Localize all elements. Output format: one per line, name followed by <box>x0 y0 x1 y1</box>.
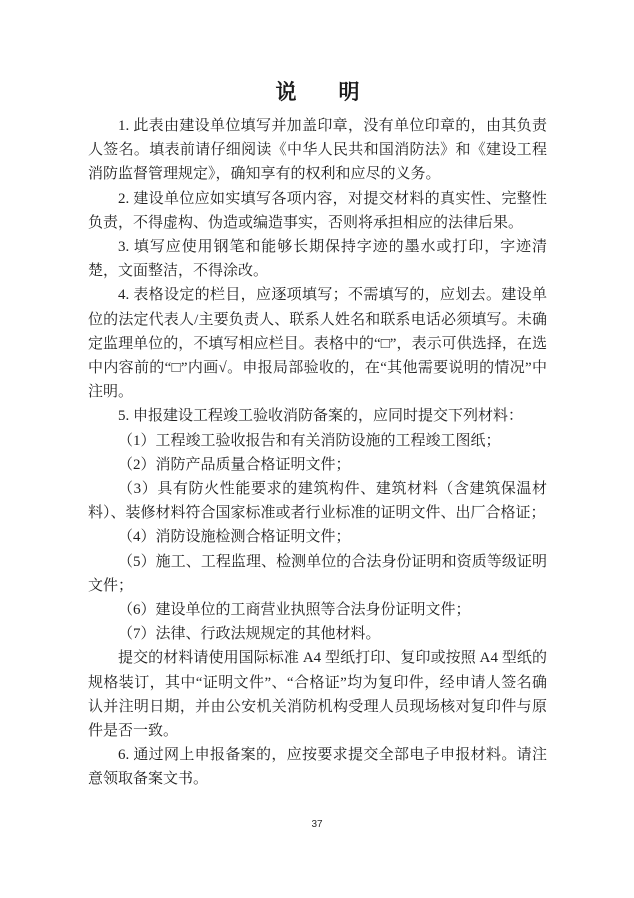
paragraph: （5）施工、工程监理、检测单位的合法身份证明和资质等级证明文件； <box>88 553 547 594</box>
page-title: 说 明 <box>275 80 360 104</box>
instructions-text <box>88 114 547 792</box>
page-number: 37 <box>311 819 323 830</box>
paragraph: 2. 建设单位应如实填写各项内容，对提交材料的真实性、完整性负责，不得虚构、伪造或编造事实，否则将承担相应的法律后果。 <box>88 190 547 231</box>
document-body <box>88 78 547 792</box>
paragraph: 5. 申报建设工程竣工验收消防备案的，应同时提交下列材料： <box>118 408 524 425</box>
paragraph: （2）消防产品质量合格证明文件； <box>118 456 351 473</box>
paragraph: 提交的材料请使用国际标准 A4 型纸打印、复印或按照 A4 型纸的规格装订，其中“证明文件”、“合格证”均为复印件，经申请人签名确认并注明日期，并由公安机关消防机构受理人员现场核对复印件与原件是否一致。 <box>88 650 547 740</box>
paragraph: （7）法律、行政法规规定的其他材料。 <box>118 626 381 643</box>
paragraph: 4. 表格设定的栏目，应逐项填写；不需填写的，应划去。建设单位的法定代表人/主要负责人、联系人姓名和联系电话必须填写。未确定监理单位的，不填写相应栏目。表格中的“□”，表示可供选择，在选中内容前的“□”内画√。申报局部验收的，在“其他需要说明的情况”中注明。 <box>88 287 547 401</box>
paragraph: （6）建设单位的工商营业执照等合法身份证明文件； <box>118 602 471 619</box>
paragraph: （3）具有防火性能要求的建筑构件、建筑材料（含建筑保温材料）、装修材料符合国家标准或者行业标准的证明文件、出厂合格证； <box>88 481 547 522</box>
paragraph: 6. 通过网上申报备案的，应按要求提交全部电子申报材料。请注意领取备案文书。 <box>88 747 547 788</box>
paragraph: （4）消防设施检测合格证明文件； <box>118 529 351 546</box>
paragraph: 1. 此表由建设单位填写并加盖印章，没有单位印章的，由其负责人签名。填表前请仔细阅读《中华人民共和国消防法》和《建设工程消防监督管理规定》，确知享有的权利和应尽的义务。 <box>88 118 547 183</box>
paragraph: 3. 填写应使用钢笔和能够长期保持字迹的墨水或打印，字迹清楚，文面整洁，不得涂改。 <box>88 239 547 280</box>
paragraph: （1）工程竣工验收报告和有关消防设施的工程竣工图纸； <box>118 432 501 449</box>
